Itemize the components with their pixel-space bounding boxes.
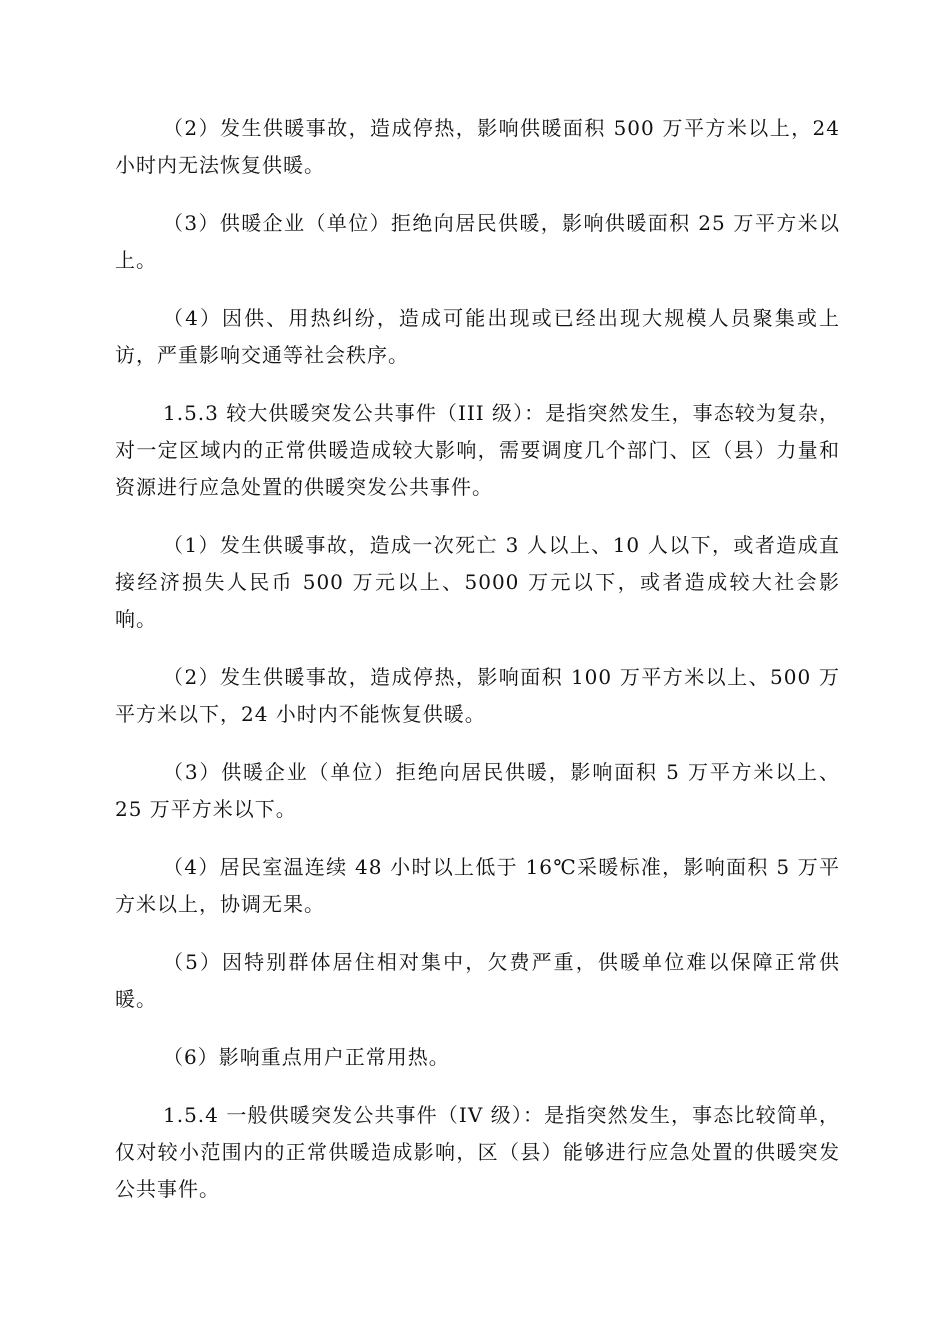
paragraph-section-1-5-3: 1.5.3 较大供暖突发公共事件（III 级）：是指突然发生，事态较为复杂，对一定区域内的正常供暖造成较大影响，需要调度几个部门、区（县）力量和资源进行应急处置的供暖突发公共事件。 [115,401,840,499]
paragraph-level3-item3: （3）供暖企业（单位）拒绝向居民供暖，影响面积 5 万平方米以上、25 万平方米以下。 [115,760,840,821]
paragraph-level3-item4: （4）居民室温连续 48 小时以上低于 16℃采暖标准，影响面积 5 万平方米以上，协调无果。 [115,855,840,916]
paragraph-section-1-5-4: 1.5.4 一般供暖突发公共事件（IV 级）：是指突然发生，事态比较简单，仅对较小范围内的正常供暖造成影响，区（县）能够进行应急处置的供暖突发公共事件。 [115,1103,840,1201]
document-body [115,110,840,1229]
paragraph-level3-item2: （2）发生供暖事故，造成停热，影响面积 100 万平方米以上、500 万平方米以下，24 小时内不能恢复供暖。 [115,665,840,726]
paragraph-level2-item4: （4）因供、用热纠纷，造成可能出现或已经出现大规模人员聚集或上访，严重影响交通等社会秩序。 [115,306,840,367]
paragraph-level3-item5: （5）因特别群体居住相对集中，欠费严重，供暖单位难以保障正常供暖。 [115,950,840,1011]
paragraph-level2-item2: （2）发生供暖事故，造成停热，影响供暖面积 500 万平方米以上，24 小时内无法恢复供暖。 [115,116,840,177]
paragraph-level3-item6: （6）影响重点用户正常用热。 [163,1045,450,1069]
paragraph-level2-item3: （3）供暖企业（单位）拒绝向居民供暖，影响供暖面积 25 万平方米以上。 [115,211,840,272]
paragraph-level3-item1: （1）发生供暖事故，造成一次死亡 3 人以上、10 人以下，或者造成直接经济损失人民币 500 万元以上、5000 万元以下，或者造成较大社会影响。 [115,533,840,631]
